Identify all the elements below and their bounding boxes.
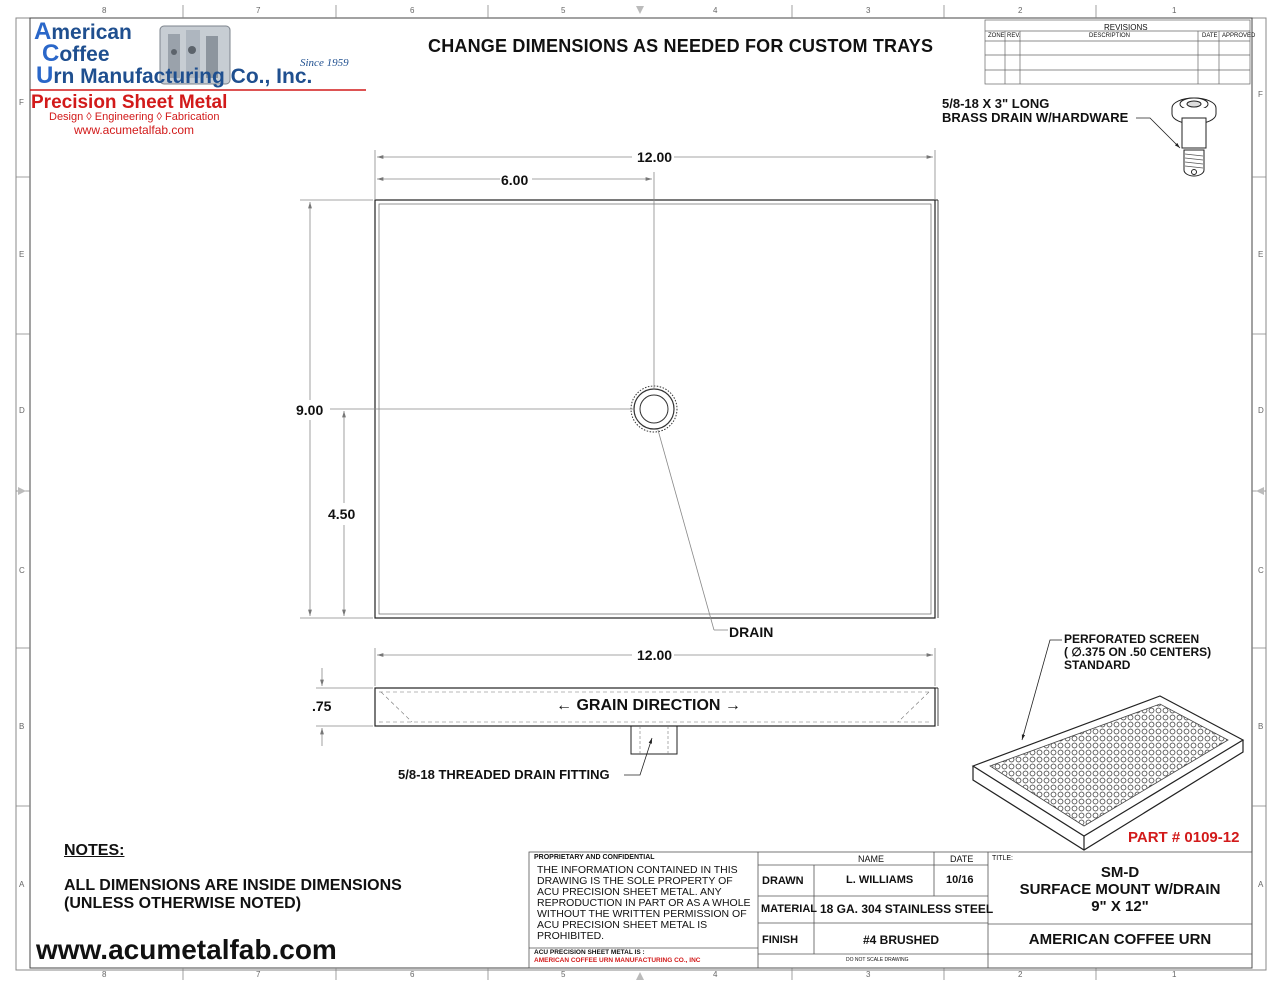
center-mark-top bbox=[636, 6, 644, 14]
dim-half-width: 6.00 bbox=[501, 172, 529, 188]
brass-drain-label-1: 5/8-18 X 3" LONG bbox=[942, 96, 1050, 111]
rev-col-description: DESCRIPTION bbox=[1089, 33, 1131, 39]
rev-col-approved: APPROVED bbox=[1222, 33, 1256, 39]
drawn-name: L. WILLIAMS bbox=[846, 874, 914, 886]
brass-drain-label-2: BRASS DRAIN W/HARDWARE bbox=[942, 110, 1129, 125]
screen-leader bbox=[1022, 640, 1062, 740]
brass-leader bbox=[1136, 118, 1180, 148]
grid-col-label: 1 bbox=[1172, 970, 1177, 979]
do-not-scale-note: DO NOT SCALE DRAWING bbox=[846, 957, 909, 963]
drawing-title-1: SM-D bbox=[1100, 864, 1140, 881]
logo-since: Since 1959 bbox=[300, 57, 349, 69]
grid-col-label: 4 bbox=[713, 6, 718, 15]
proprietary-text: THE INFORMATION CONTAINED IN THIS DRAWING IS THE SOLE PROPERTY OF ACU PRECISION SHEET METAL. ANY REPRODUCTION IN PART OR AS A WHOLE WITHOUT THE WRITTEN PERMISSION OF ACU PRECISION SHEET METAL IS PROHIBITED. bbox=[537, 864, 751, 942]
grid-col-label: 1 bbox=[1172, 6, 1177, 15]
center-mark-right bbox=[1256, 487, 1264, 495]
grid-row-label: B bbox=[1258, 722, 1264, 731]
material-label: MATERIAL bbox=[761, 903, 818, 915]
dim-half-height: 4.50 bbox=[328, 506, 356, 522]
dimension-lines bbox=[300, 150, 935, 746]
screen-label-3: STANDARD bbox=[1064, 658, 1131, 672]
fitting-label: 5/8-18 THREADED DRAIN FITTING bbox=[398, 767, 610, 782]
perforated-screen-graphic bbox=[973, 696, 1243, 850]
notes-line-2: (UNLESS OTHERWISE NOTED) bbox=[64, 895, 302, 912]
grid-col-label: 7 bbox=[256, 970, 261, 979]
finish-value: #4 BRUSHED bbox=[863, 933, 940, 947]
col-name-header: NAME bbox=[858, 854, 885, 864]
logo-line-3: Urn Manufacturing Co., Inc. bbox=[36, 62, 313, 89]
material-value: 18 GA. 304 STAINLESS STEEL bbox=[820, 902, 994, 916]
finish-label: FINISH bbox=[762, 934, 799, 946]
grid-row-label: B bbox=[19, 722, 25, 731]
proprietary-heading: PROPRIETARY AND CONFIDENTIAL bbox=[534, 854, 655, 861]
drain-circle bbox=[631, 386, 677, 432]
drawing-title-3: 9" X 12" bbox=[1091, 898, 1149, 915]
grid-col-label: 2 bbox=[1018, 970, 1023, 979]
grid-row-label: F bbox=[1258, 90, 1263, 99]
col-date-header: DATE bbox=[950, 854, 974, 864]
grid-col-label: 8 bbox=[102, 6, 107, 15]
drain-label: DRAIN bbox=[729, 624, 774, 640]
screen-label-1: PERFORATED SCREEN bbox=[1064, 632, 1200, 646]
dim-depth: .75 bbox=[312, 698, 332, 714]
grid-row-label: C bbox=[1258, 566, 1264, 575]
logo-line-2: Coffee bbox=[42, 40, 110, 67]
grid-row-label: E bbox=[19, 250, 25, 259]
acu-company: AMERICAN COFFEE URN MANUFACTURING CO., INC bbox=[534, 957, 701, 964]
grid-row-label: D bbox=[19, 406, 25, 415]
rev-col-rev: REV. bbox=[1007, 33, 1021, 39]
part-number: PART # 0109-12 bbox=[1128, 829, 1240, 846]
dim-width-side: 12.00 bbox=[637, 647, 673, 663]
grain-direction-label: ← GRAIN DIRECTION → bbox=[556, 697, 741, 714]
drawn-date: 10/16 bbox=[946, 874, 974, 886]
grid-col-label: 5 bbox=[561, 970, 566, 979]
grid-col-label: 6 bbox=[410, 6, 415, 15]
drawn-label: DRAWN bbox=[762, 875, 804, 887]
logo-services: Design ◊ Engineering ◊ Fabrication bbox=[49, 111, 220, 123]
revisions-title: REVISIONS bbox=[1104, 23, 1148, 32]
dim-width: 12.00 bbox=[637, 149, 673, 165]
grid-col-label: 4 bbox=[713, 970, 718, 979]
grid-col-label: 6 bbox=[410, 970, 415, 979]
grid-row-label: F bbox=[19, 98, 24, 107]
grid-col-label: 2 bbox=[1018, 6, 1023, 15]
center-mark-bottom bbox=[636, 972, 644, 980]
center-mark-left bbox=[18, 487, 26, 495]
logo-line-1: American bbox=[34, 18, 132, 45]
dim-height: 9.00 bbox=[296, 402, 324, 418]
rev-col-date: DATE bbox=[1202, 33, 1218, 39]
website-link[interactable]: www.acumetalfab.com bbox=[36, 934, 337, 965]
brass-drain-graphic bbox=[1172, 98, 1216, 176]
grid-col-label: 3 bbox=[866, 6, 871, 15]
notes-line-1: ALL DIMENSIONS ARE INSIDE DIMENSIONS bbox=[64, 877, 402, 894]
grid-col-label: 3 bbox=[866, 970, 871, 979]
notes-heading: NOTES: bbox=[64, 842, 125, 859]
company-name: AMERICAN COFFEE URN bbox=[1028, 931, 1212, 948]
grid-row-label: C bbox=[19, 566, 25, 575]
rev-col-zone: ZONE bbox=[988, 33, 1005, 39]
title-label: TITLE: bbox=[992, 855, 1014, 862]
acu-line: ACU PRECISION SHEET METAL IS : bbox=[534, 949, 645, 956]
grid-row-label: A bbox=[19, 880, 25, 889]
logo-website-link[interactable]: www.acumetalfab.com bbox=[74, 123, 195, 137]
grid-row-label: D bbox=[1258, 406, 1264, 415]
grid-col-label: 7 bbox=[256, 6, 261, 15]
grid-col-label: 5 bbox=[561, 6, 566, 15]
grid-row-label: A bbox=[1258, 880, 1264, 889]
screen-label-2: ( ∅.375 ON .50 CENTERS) bbox=[1064, 645, 1212, 659]
fitting-leader bbox=[624, 738, 652, 775]
drawing-title-2: SURFACE MOUNT W/DRAIN bbox=[1019, 881, 1221, 898]
grid-col-label: 8 bbox=[102, 970, 107, 979]
page-title: CHANGE DIMENSIONS AS NEEDED FOR CUSTOM TRAYS bbox=[428, 36, 934, 56]
grid-row-label: E bbox=[1258, 250, 1264, 259]
logo-tagline: Precision Sheet Metal bbox=[31, 92, 228, 113]
